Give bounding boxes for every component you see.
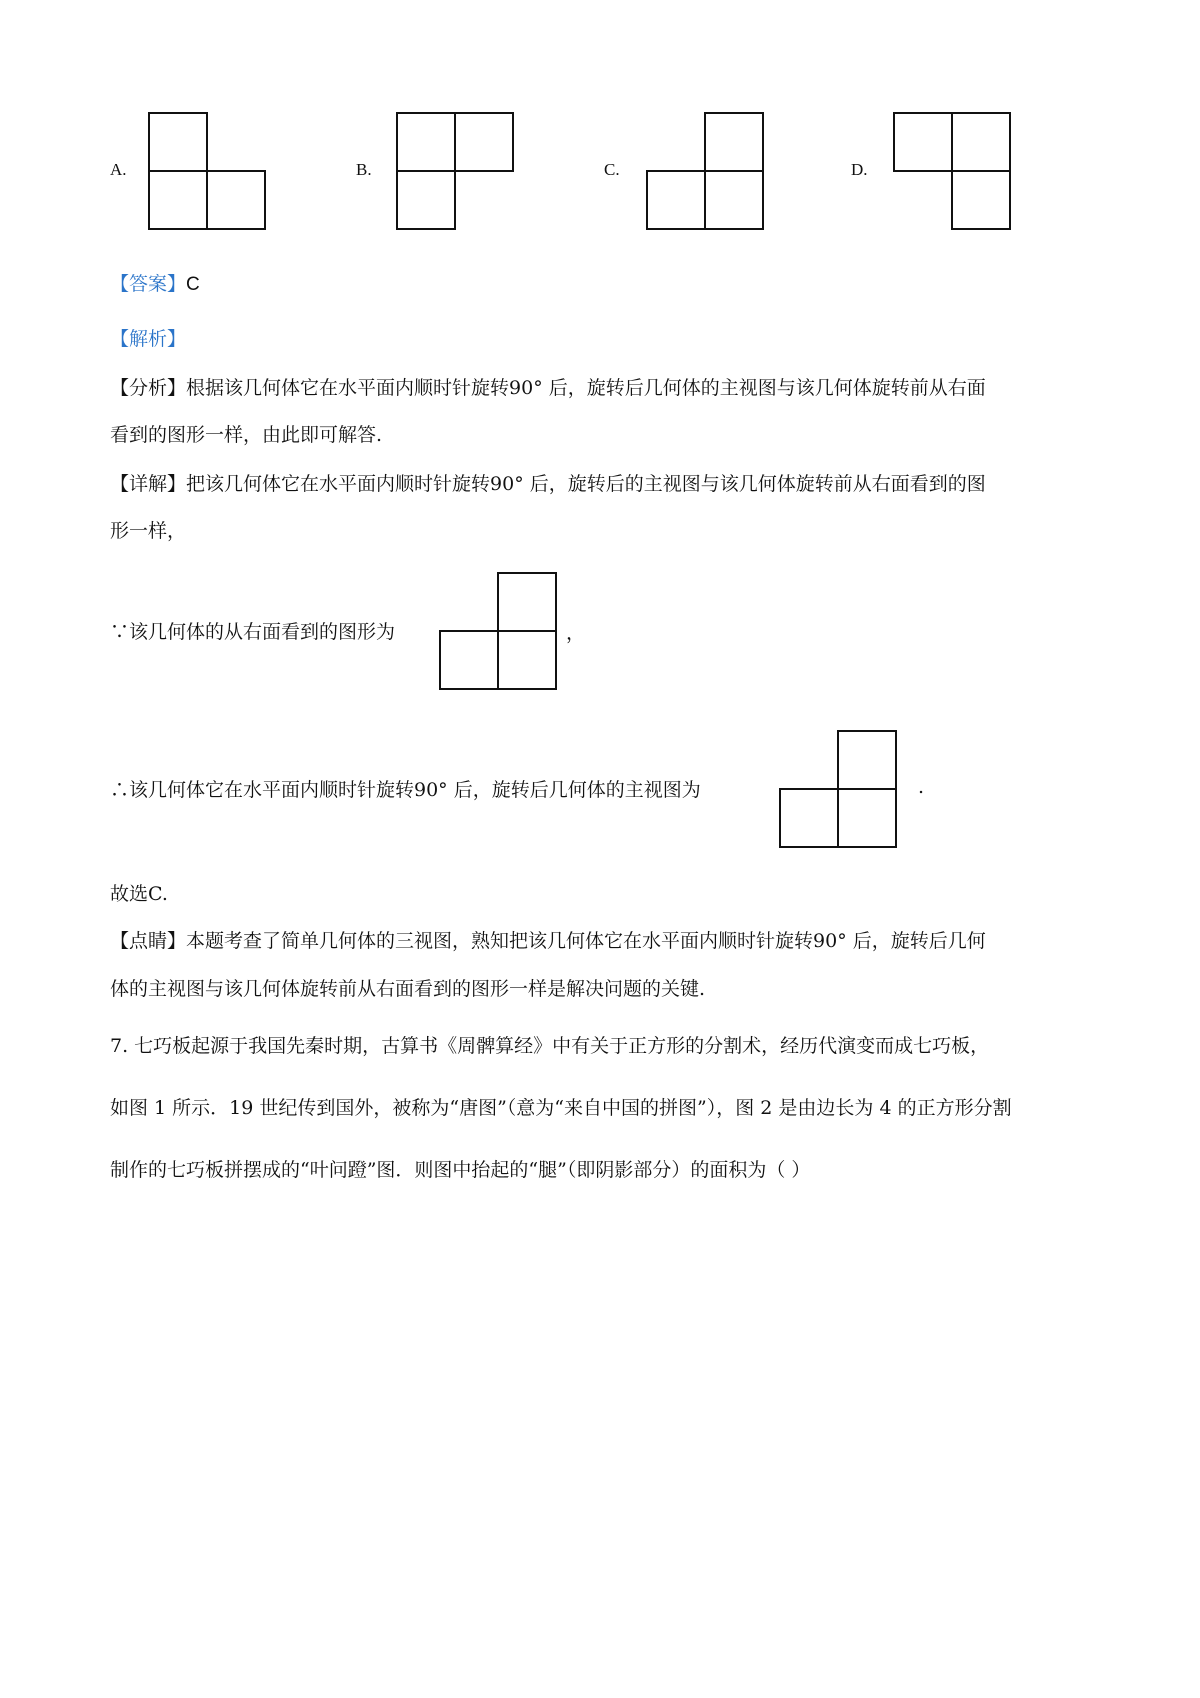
q7-line-1: 7. 七巧板起源于我国先秦时期，古算书《周髀算经》中有关于正方形的分割术，经历代演变而成七巧板， — [110, 1035, 990, 1057]
dianjing-line-1 — [110, 927, 986, 955]
option-a-figure — [148, 112, 268, 232]
answer-tag: 【答案】 — [110, 273, 187, 295]
fenxi-line-1 — [110, 374, 986, 402]
q7-line-3: 制作的七巧板拼摆成的“叶问蹬”图．则图中抬起的“腿”（即阴影部分）的面积为（ ） — [110, 1159, 811, 1181]
fenxi-text-1: 根据该几何体它在水平面内顺时针旋转90° 后，旋转后几何体的主视图与该几何体旋转前从右面 — [186, 377, 986, 399]
rotated-front-view-figure — [779, 730, 899, 850]
xiangjie-text-1: 把该几何体它在水平面内顺时针旋转90° 后，旋转后的主视图与该几何体旋转前从右面看到的图 — [186, 473, 986, 495]
option-d-label: D. — [851, 160, 868, 179]
dianjing-line-2: 体的主视图与该几何体旋转前从右面看到的图形一样是解决问题的关键. — [110, 978, 706, 1000]
fenxi-tag: 【分析】 — [110, 377, 187, 399]
analysis-tag-line — [110, 325, 186, 353]
xiangjie-line-1 — [110, 470, 986, 498]
option-b-figure — [396, 112, 516, 232]
q7-line-2: 如图 1 所示．19 世纪传到国外，被称为“唐图”（意为“来自中国的拼图”），图 2 是由边长为 4 的正方形分割 — [110, 1097, 1012, 1119]
choose-line: 故选C. — [110, 883, 168, 905]
fenxi-line-2: 看到的图形一样，由此即可解答. — [110, 424, 383, 446]
dianjing-tag: 【点睛】 — [110, 930, 187, 952]
dianjing-text-1: 本题考查了简单几何体的三视图，熟知把该几何体它在水平面内顺时针旋转90° 后，旋转后几何 — [186, 930, 986, 952]
option-a-label: A. — [110, 160, 127, 179]
therefore-line: ∴该几何体它在水平面内顺时针旋转90° 后，旋转后几何体的主视图为 — [110, 779, 701, 801]
xiangjie-tag: 【详解】 — [110, 473, 187, 495]
option-b-label: B. — [356, 160, 372, 179]
option-c-label: C. — [604, 160, 620, 179]
because-comma: ， — [566, 622, 586, 644]
answer-value: C — [186, 274, 200, 295]
analysis-tag: 【解析】 — [110, 328, 187, 350]
right-view-figure — [439, 572, 559, 692]
option-d-figure — [893, 112, 1013, 232]
answer-line — [110, 270, 200, 299]
xiangjie-line-2: 形一样， — [110, 520, 187, 542]
because-line: ∵该几何体的从右面看到的图形为 — [110, 621, 396, 643]
option-c-figure — [646, 112, 766, 232]
therefore-period: . — [918, 776, 925, 798]
